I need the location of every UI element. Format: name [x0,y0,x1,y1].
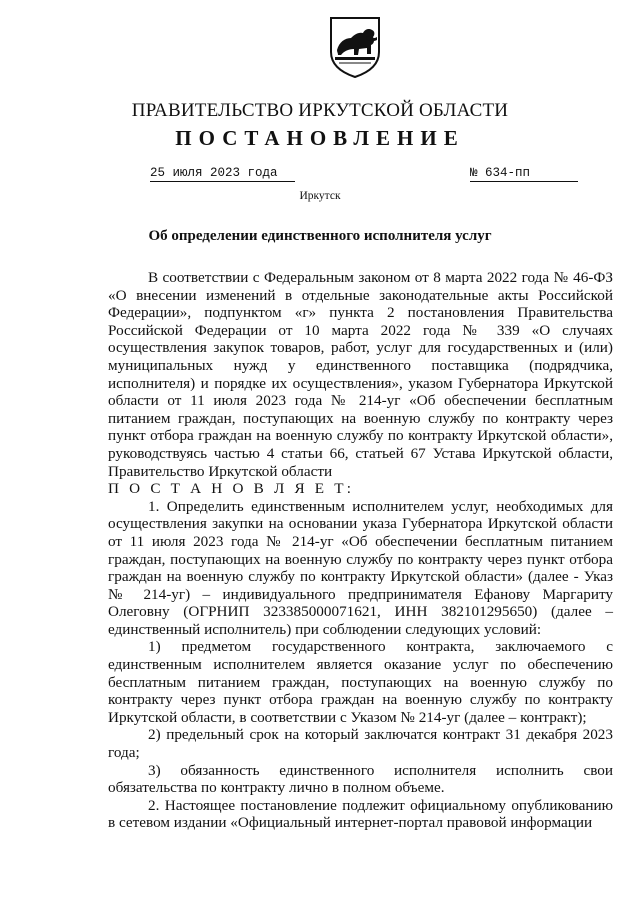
item-1-2-paragraph: 2) предельный срок на который заключатся контракт 31 декабря 2023 года; [108,726,613,762]
document-date: 25 июля 2023 года [150,166,295,182]
item-1-1-paragraph: 1) предметом государственного контракта, заключаемого с единственным исполнителем является оказание услуг по обеспечению бесплатным питанием граждан, поступающих на военную службу по контракту через пункт отбора граждан на военную службу по контракту Иркутской области, в соответствии с Указом № 214-уг (далее – контракт); [108,638,613,726]
document-city: Иркутск [299,190,341,202]
item-1-3-paragraph: 3) обязанность единственного исполнителя исполнить свои обязательства по контракту лично в полном объеме. [108,761,613,797]
item-2-paragraph: 2. Настоящее постановление подлежит официальному опубликованию в сетевом издании «Официальный интернет-портал правовой информации [108,796,613,832]
coat-of-arms-icon [329,16,381,78]
resolves-heading: П О С Т А Н О В Л Я Е Т: [108,480,355,498]
document-number: № 634-пп [470,166,578,182]
preamble-paragraph: В соответствии с Федеральным законом от 8 марта 2022 года № 46-ФЗ «О внесении изменений в отдельные законодательные акты Российской Федерации», подпунктом «г» пункта 2 постановления Правительства Российской Федерации от 10 марта 2022 года № 339 «О случаях осуществления закупок товаров, работ, услуг для государственных и (или) муниципальных нужд у единственного поставщика (подрядчика, исполнителя) и порядке их осуществления», указом Губернатора Иркутской области от 11 июля 2023 года № 214-уг «Об обеспечении бесплатным питанием граждан, поступающих на военную службу по контракту через пункт отбора граждан на военную службу по контракту Иркутской области», руководствуясь частью 4 статьи 66, статьей 67 Устава Иркутской области, Правительство Иркутской области [108,269,613,480]
document-type-title: ПОСТАНОВЛЕНИЕ [175,126,465,150]
document-subject: Об определении единственного исполнителя услуг [148,228,492,244]
government-title: ПРАВИТЕЛЬСТВО ИРКУТСКОЙ ОБЛАСТИ [131,100,509,121]
document-body [108,269,613,832]
item-1-paragraph: 1. Определить единственным исполнителем услуг, необходимых для осуществления закупки на основании указа Губернатора Иркутской области от 11 июля 2023 года № 214-уг «Об обеспечении бесплатным питанием граждан, поступающих на военную службу по контракту через пункт отбора граждан на военную службу по контракту Иркутской области» (далее - Указ № 214-уг) – индивидуального предпринимателя Ефанову Маргариту Олеговну (ОГРНИП 323385000071621, ИНН 382101295650) (далее – единственный исполнитель) при соблюдении следующих условий: [108,497,613,638]
